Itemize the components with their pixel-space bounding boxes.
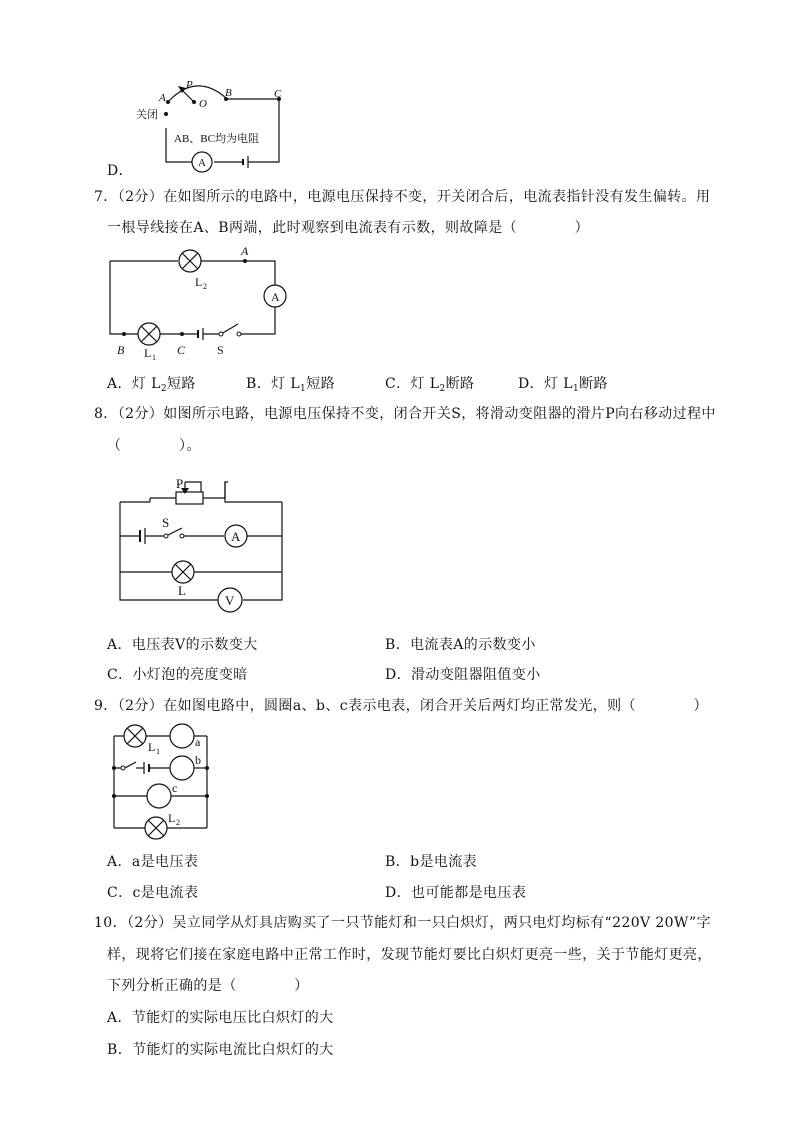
q9-lamp-l1-sub: 1 (156, 747, 160, 756)
q7-stem-line1: 7．（2分）在如图所示的电路中，电源电压保持不变，开关闭合后，电流表指针没有发生偏转。用 (94, 189, 711, 205)
q6-d-node-p: P (186, 79, 193, 91)
q8-lamp-label: L (178, 583, 186, 598)
q9-option-c[interactable]: C．c是电流表 (107, 885, 199, 901)
q6-d-node-c: C (274, 88, 282, 100)
q8-option-a[interactable]: A．电压表V的示数变大 (107, 637, 258, 653)
q8-circuit-figure (110, 472, 295, 614)
q10-option-a[interactable]: A．节能灯的实际电压比白炽灯的大 (107, 1010, 334, 1026)
q7-option-b[interactable]: B．灯 $L_1$短路 (246, 376, 335, 394)
q6-d-node-a: A (159, 92, 166, 104)
q8-slider-label: P (176, 476, 184, 491)
q9-option-b[interactable]: B．b是电流表 (385, 854, 478, 870)
q7-lamp-l2-label: L (195, 275, 203, 289)
q9-circuit-figure (104, 718, 216, 840)
q6-d-ammeter-label: A (198, 157, 206, 169)
q8-option-b[interactable]: B．电流表A的示数变小 (385, 637, 536, 653)
q10-stem-line1: 10．（2分）吴立同学从灯具店购买了一只节能灯和一只白炽灯，两只电灯均标有“220V 20W”字 (94, 915, 711, 931)
q7-lamp-l1-label: L (144, 346, 152, 360)
q8-voltmeter-label: V (225, 593, 235, 608)
q9-option-a[interactable]: A．a是电压表 (107, 854, 199, 870)
q8-stem-line2: （ ）。 (107, 438, 201, 454)
q9-meter-c-label: c (172, 781, 178, 795)
q9-meter-a-label: a (195, 735, 201, 749)
q6-d-circuit-figure (126, 74, 296, 170)
q10-option-b[interactable]: B．节能灯的实际电流比白炽灯的大 (107, 1042, 334, 1058)
q8-option-d[interactable]: D．滑动变阻器阻值变小 (385, 667, 541, 683)
q9-lamp-l2-label: L (168, 811, 176, 825)
q6-d-node-o: O (199, 98, 207, 110)
q8-stem-line1: 8．（2分）如图所示电路，电源电压保持不变，闭合开关S，将滑动变阻器的滑片P向右移动过程中 (94, 406, 716, 422)
q7-node-c: C (177, 343, 186, 357)
q7-ammeter-label: A (271, 290, 280, 304)
q7-lamp-l2-sub: 2 (203, 282, 207, 291)
q9-meter-b-label: b (195, 753, 201, 767)
q7-node-a: A (241, 244, 249, 258)
q7-option-c[interactable]: C．灯 $L_2$断路 (385, 376, 475, 394)
q10-stem-line2: 样，现将它们接在家庭电路中正常工作时，发现节能灯要比白炽灯更亮一些，关于节能灯更亮， (107, 947, 712, 963)
q10-stem-line3: 下列分析正确的是（ ） (107, 978, 309, 994)
q9-lamp-l2-sub: 2 (176, 818, 180, 827)
q7-switch-label: S (217, 343, 224, 357)
q6-option-d-label[interactable]: D． (107, 163, 134, 179)
q6-d-resistor-note: AB、BC均为电阻 (174, 133, 259, 145)
q8-switch-label: S (162, 515, 170, 530)
q6-d-node-b: B (225, 87, 232, 99)
q7-option-d[interactable]: D．灯 $L_1$断路 (518, 376, 608, 394)
q9-stem: 9．（2分）在如图电路中，圆圈a、b、c表示电表，闭合开关后两灯均正常发光，则（ ） (94, 698, 708, 714)
q8-ammeter-label: A (231, 529, 241, 544)
q7-lamp-l1-sub: 1 (152, 353, 156, 362)
q9-lamp-l1-label: L (148, 740, 156, 754)
q6-d-switch-label: 关闭 (136, 109, 158, 121)
q7-stem-line2: 一根导线接在A、B两端，此时观察到电流表有示数，则故障是（ ） (107, 220, 589, 236)
q7-option-a[interactable]: A．灯 $L_2$短路 (107, 376, 196, 394)
q7-node-b: B (117, 343, 125, 357)
q8-option-c[interactable]: C．小灯泡的亮度变暗 (107, 667, 248, 683)
q7-circuit-figure (100, 242, 300, 372)
q9-option-d[interactable]: D．也可能都是电压表 (385, 885, 527, 901)
